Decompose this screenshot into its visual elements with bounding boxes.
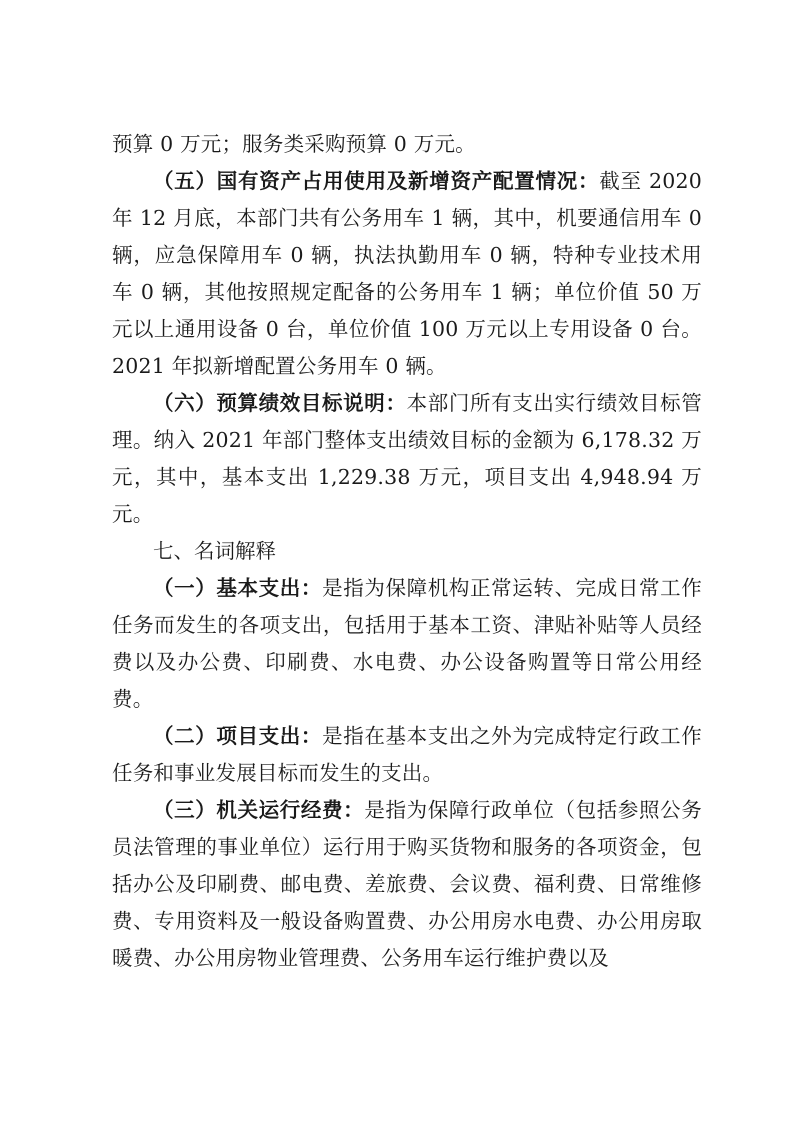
paragraph-heading: （五）国有资产占用使用及新增资产配置情况： bbox=[153, 169, 600, 193]
paragraph-heading: （六）预算绩效目标说明： bbox=[153, 391, 407, 415]
paragraph-heading: （一）基本支出： bbox=[153, 576, 323, 600]
section-title: 七、名词解释 bbox=[153, 539, 276, 563]
paragraph-budget-continuation bbox=[112, 126, 702, 163]
paragraph-project-expenditure bbox=[112, 718, 702, 792]
paragraph-text: 截至 2020 年 12 月底，本部门共有公务用车 1 辆，其中，机要通信用车 0 辆，应急保障用车 0 辆，执法执勤用车 0 辆，特种专业技术用车 0 辆，其他按照规定配备的公务用车 1 辆；单位价值 50 万元以上通用设备 0 台，单位价值 100 万元以上专用设备 0 台。2021 年拟新增配置公务用车 0 辆。 bbox=[112, 169, 703, 378]
paragraph-text: 预算 0 万元；服务类采购预算 0 万元。 bbox=[112, 132, 476, 156]
paragraph-text: 是指为保障行政单位（包括参照公务员法管理的事业单位）运行用于购买货物和服务的各项资金，包括办公及印刷费、邮电费、差旅费、会议费、福利费、日常维修费、专用资料及一般设备购置费、办公用房水电费、办公用房取暖费、办公用房物业管理费、公务用车运行维护费以及 bbox=[112, 798, 703, 970]
document-page bbox=[112, 126, 702, 977]
paragraph-state-assets bbox=[112, 163, 702, 385]
paragraph-basic-expenditure bbox=[112, 570, 702, 718]
paragraph-heading: （二）项目支出： bbox=[153, 724, 323, 748]
paragraph-text: 本部门所有支出实行绩效目标管理。纳入 2021 年部门整体支出绩效目标的金额为 6,178.32 万元，其中，基本支出 1,229.38 万元，项目支出 4,948.94 万元。 bbox=[112, 391, 702, 526]
section-title-glossary bbox=[112, 533, 702, 570]
paragraph-performance-goals bbox=[112, 385, 702, 533]
paragraph-operating-expenses bbox=[112, 792, 702, 977]
paragraph-text: 是指为保障机构正常运转、完成日常工作任务而发生的各项支出，包括用于基本工资、津贴补贴等人员经费以及办公费、印刷费、水电费、办公设备购置等日常公用经费。 bbox=[112, 576, 702, 711]
paragraph-text: 是指在基本支出之外为完成特定行政工作任务和事业发展目标而发生的支出。 bbox=[112, 724, 702, 785]
paragraph-heading: （三）机关运行经费： bbox=[153, 798, 365, 822]
